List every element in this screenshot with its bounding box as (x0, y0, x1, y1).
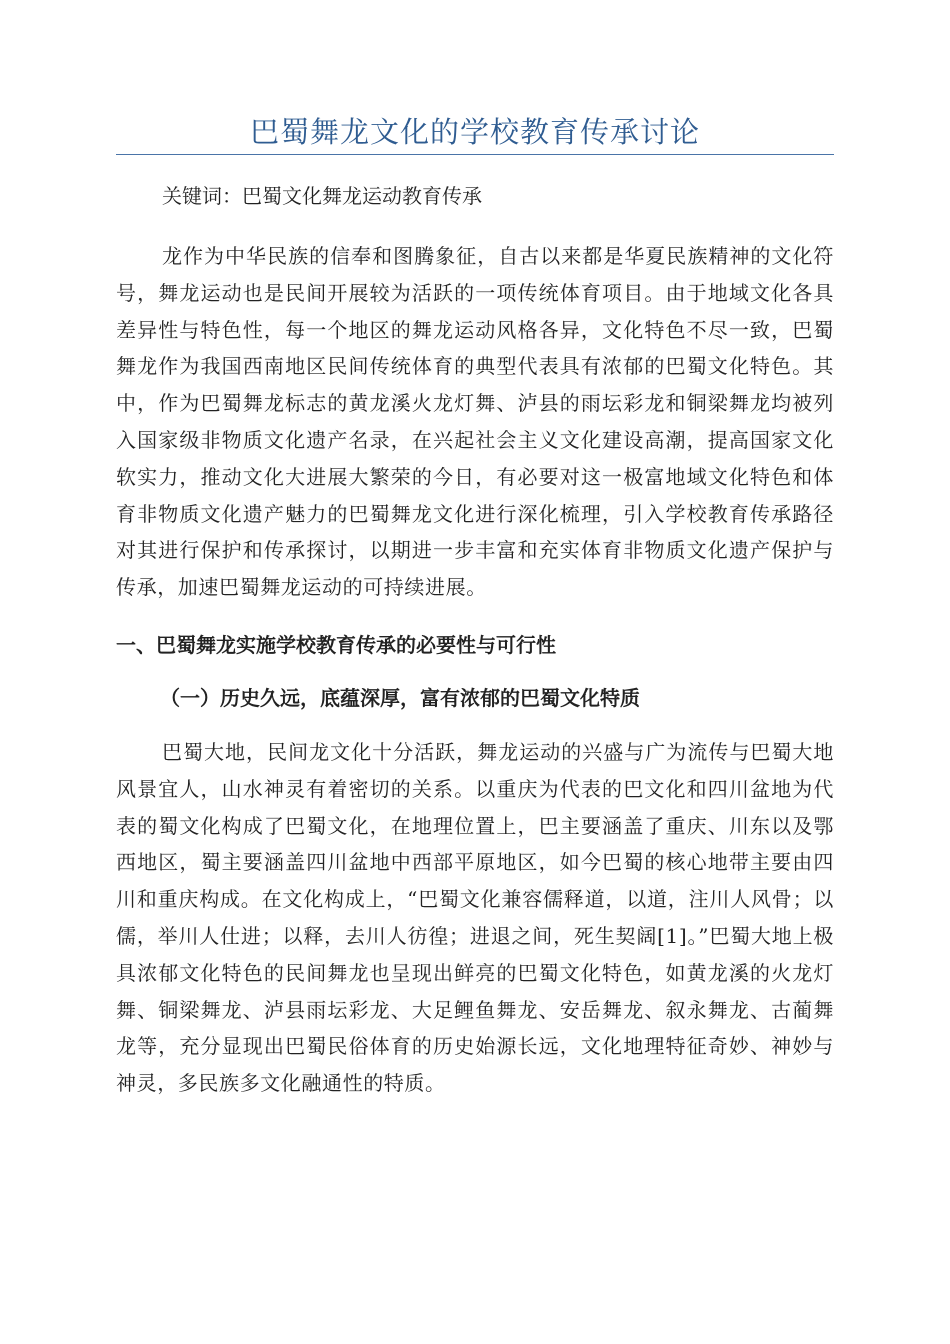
keywords-line: 关键词：巴蜀文化舞龙运动教育传承 (162, 184, 482, 208)
subsection-heading: （一）历史久远，底蕴深厚，富有浓郁的巴蜀文化特质 (160, 685, 640, 710)
title-underline (116, 154, 834, 155)
document-body (116, 178, 834, 1102)
section-paragraph: 巴蜀大地，民间龙文化十分活跃，舞龙运动的兴盛与广为流传与巴蜀大地风景宜人，山水神灵有着密切的关系。以重庆为代表的巴文化和四川盆地为代表的蜀文化构成了巴蜀文化，在地理位置上，巴主要涵盖了重庆、川东以及鄂西地区，蜀主要涵盖四川盆地中西部平原地区，如今巴蜀的核心地带主要由四川和重庆构成。在文化构成上，“巴蜀文化兼容儒释道，以道，注川人风骨；以儒，举川人仕进；以释，去川人彷徨；进退之间，死生契阔[1]。”巴蜀大地上极具浓郁文化特色的民间舞龙也呈现出鲜亮的巴蜀文化特色，如黄龙溪的火龙灯舞、铜梁舞龙、泸县雨坛彩龙、大足鲤鱼舞龙、安岳舞龙、叙永舞龙、古蔺舞龙等，充分显现出巴蜀民俗体育的历史始源长远，文化地理特征奇妙、神妙与神灵，多民族多文化融通性的特质。 (116, 739, 834, 1096)
document-title: 巴蜀舞龙文化的学校教育传承讨论 (249, 115, 700, 149)
intro-paragraph: 龙作为中华民族的信奉和图腾象征，自古以来都是华夏民族精神的文化符号，舞龙运动也是民间开展较为活跃的一项传统体育项目。由于地域文化各具差异性与特色性，每一个地区的舞龙运动风格各异，文化特色不尽一致，巴蜀舞龙作为我国西南地区民间传统体育的典型代表具有浓郁的巴蜀文化特色。其中，作为巴蜀舞龙标志的黄龙溪火龙灯舞、泸县的雨坛彩龙和铜梁舞龙均被列入国家级非物质文化遗产名录，在兴起社会主义文化建设高潮，提高国家文化软实力，推动文化大进展大繁荣的今日，有必要对这一极富地域文化特色和体育非物质文化遗产魅力的巴蜀舞龙文化进行深化梳理，引入学校教育传承路径对其进行保护和传承探讨，以期进一步丰富和充实体育非物质文化遗产保护与传承，加速巴蜀舞龙运动的可持续进展。 (116, 244, 834, 600)
section-heading: 一、巴蜀舞龙实施学校教育传承的必要性与可行性 (116, 632, 556, 657)
